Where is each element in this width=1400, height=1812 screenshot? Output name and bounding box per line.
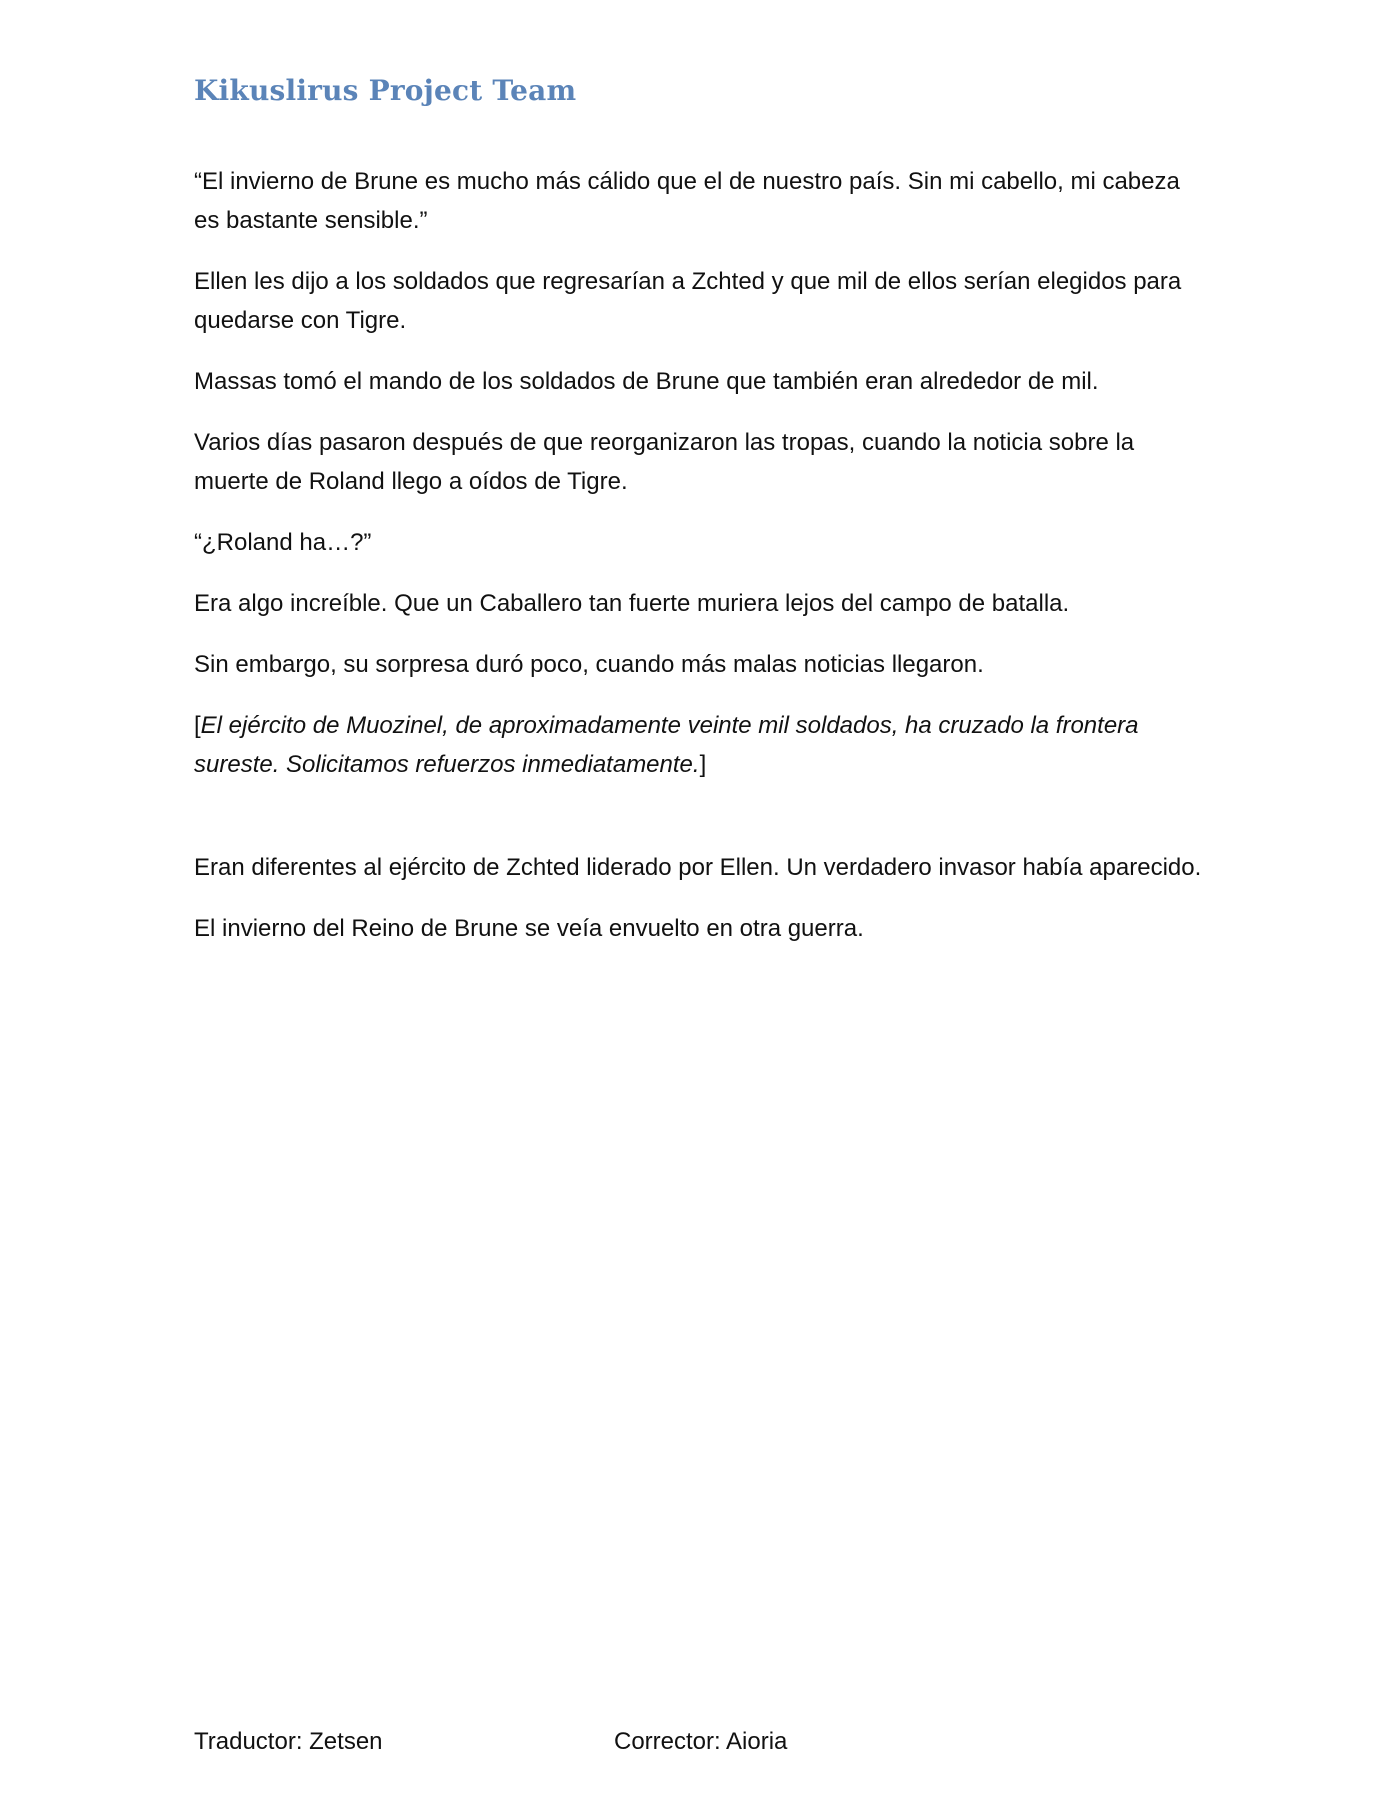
- paragraph: “¿Roland ha…?”: [194, 529, 372, 556]
- paragraph: Eran diferentes al ejército de Zchted liderado por Ellen. Un verdadero invasor había aparecido.: [194, 854, 1202, 881]
- translator-credit: Traductor: Zetsen: [194, 1728, 383, 1755]
- page-footer: [194, 1728, 1204, 1768]
- message-paragraph: [194, 706, 1204, 784]
- paragraph: Varios días pasaron después de que reorganizaron las tropas, cuando la noticia sobre la muerte de Roland llego a oídos de Tigre.: [194, 429, 1135, 495]
- paragraph: Sin embargo, su sorpresa duró poco, cuando más malas noticias llegaron.: [194, 651, 984, 678]
- paragraph: Massas tomó el mando de los soldados de Brune que también eran alrededor de mil.: [194, 368, 1099, 395]
- paragraph: “El invierno de Brune es mucho más cálido que el de nuestro país. Sin mi cabello, mi cabeza es bastante sensible.”: [194, 168, 1180, 234]
- corrector-credit: Corrector: Aioria: [614, 1728, 788, 1755]
- paragraph: Era algo increíble. Que un Caballero tan fuerte muriera lejos del campo de batalla.: [194, 590, 1070, 617]
- message-text: El ejército de Muozinel, de aproximadamente veinte mil soldados, ha cruzado la frontera sureste. Solicitamos refuerzos inmediatamente.: [194, 712, 1139, 778]
- blank-line: [194, 806, 1204, 848]
- paragraph: El invierno del Reino de Brune se veía envuelto en otra guerra.: [194, 915, 864, 942]
- header-title: Kikuslirus Project Team: [194, 74, 577, 107]
- document-body: [194, 162, 1204, 970]
- open-bracket: [: [194, 712, 201, 739]
- paragraph: Ellen les dijo a los soldados que regresarían a Zchted y que mil de ellos serían elegidos para quedarse con Tigre.: [194, 268, 1182, 334]
- close-bracket: ]: [699, 751, 707, 778]
